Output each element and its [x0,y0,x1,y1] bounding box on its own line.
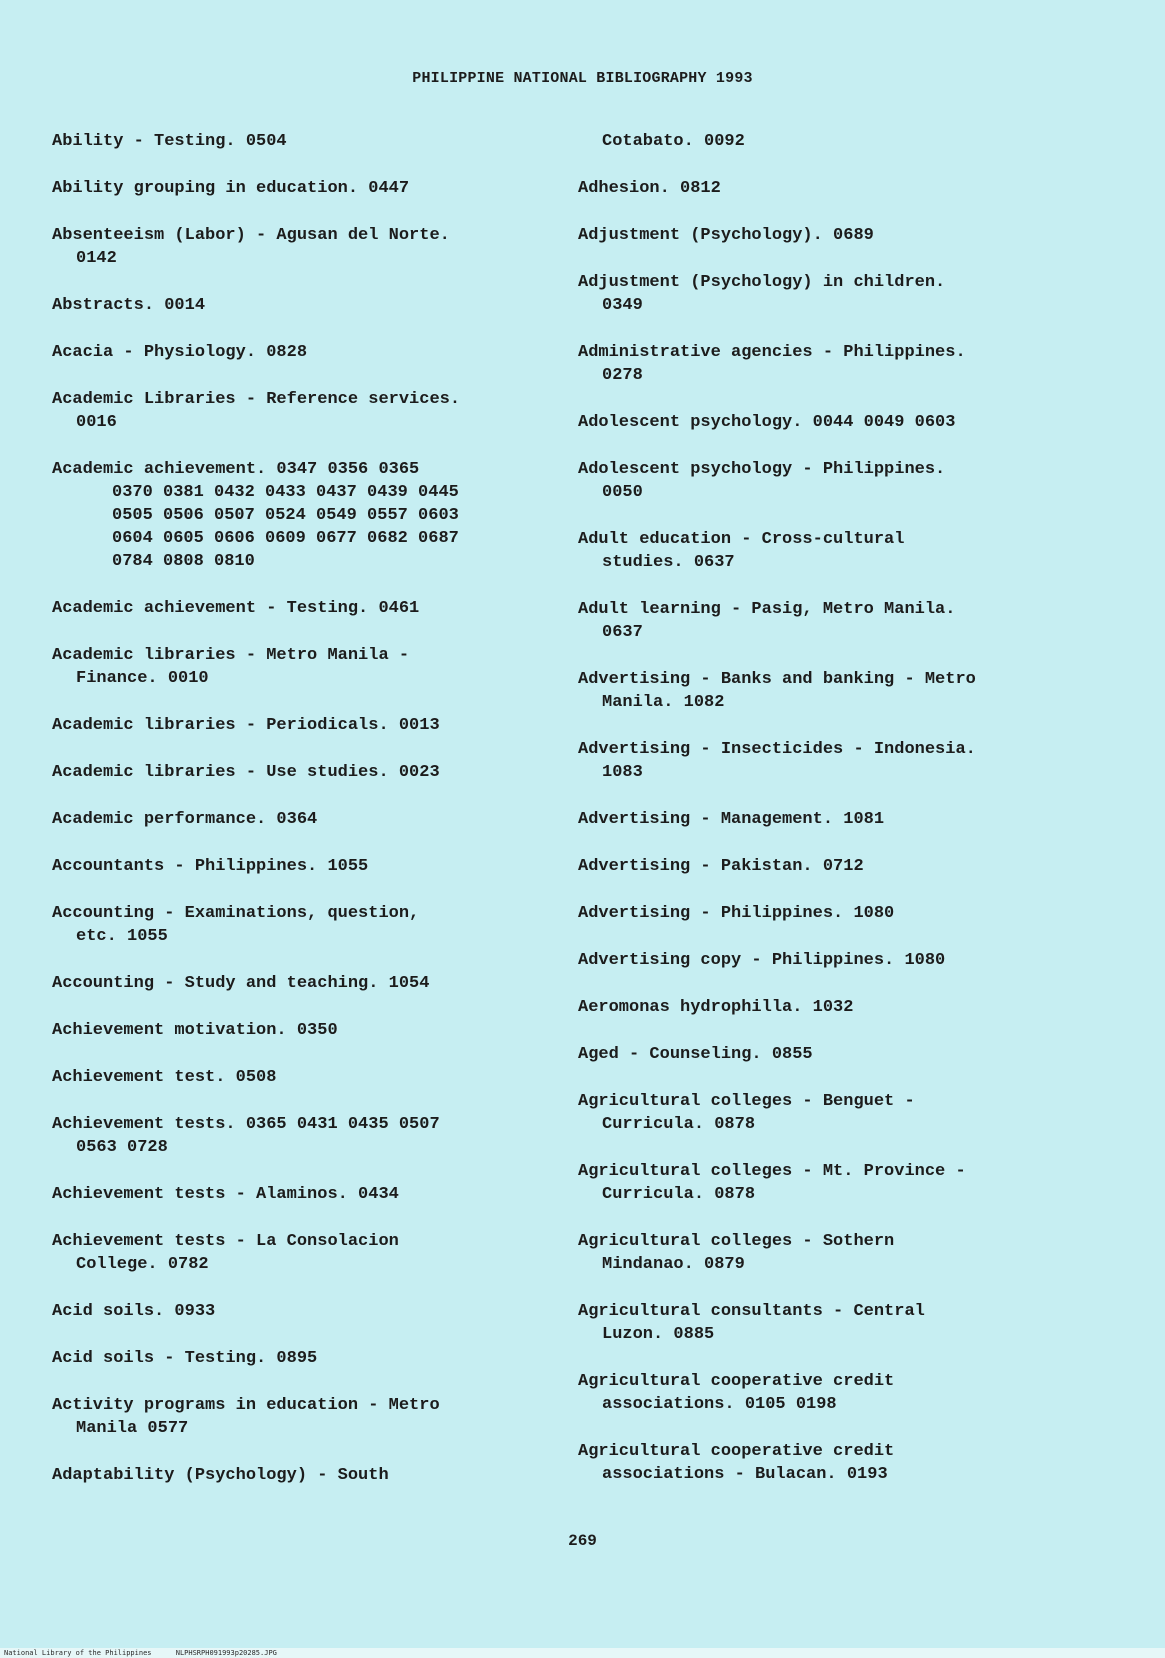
index-entry: Adjustment (Psychology). 0689 [578,226,874,245]
index-entry: Academic libraries - Use studies. 0023 [52,763,440,782]
index-entry: Achievement tests. 0365 0431 0435 0507 0563 0728 [52,1115,440,1157]
index-entry: Accountants - Philippines. 1055 [52,857,369,876]
index-entry: Academic libraries - Metro Manila - Finance. 0010 [52,646,410,688]
index-entry: Agricultural colleges - Sothern Mindanao. 0879 [578,1232,895,1274]
index-entry: Advertising - Philippines. 1080 [578,904,895,923]
index-entry: Acacia - Physiology. 0828 [52,343,308,362]
index-entry: Academic achievement. 0347 0356 0365 0370 0381 0432 0433 0437 0439 0445 0505 0506 0507 0524 0549 0557 0603 0604 0605 0606 0609 0677 0682 0687 0784 0808 0810 [52,460,459,571]
index-entry: Acid soils. 0933 [52,1302,216,1321]
index-entry: Activity programs in education - Metro Manila 0577 [52,1396,440,1438]
index-entry: Academic libraries - Periodicals. 0013 [52,716,440,735]
index-entry: Advertising - Pakistan. 0712 [578,857,864,876]
index-entry: Adjustment (Psychology) in children. 0349 [578,273,946,315]
footer-file: NLPHSRPH091993p20285.JPG [175,1649,277,1657]
index-entry: Ability grouping in education. 0447 [52,179,410,198]
index-entry: Academic Libraries - Reference services. 0016 [52,390,461,432]
index-entry: Adaptability (Psychology) - South [52,1466,389,1485]
index-entry: Achievement tests - La Consolacion College. 0782 [52,1232,399,1274]
page-title: PHILIPPINE NATIONAL BIBLIOGRAPHY 1993 [412,70,753,87]
scan-footer [0,1648,1165,1658]
index-entry: Advertising - Banks and banking - Metro Manila. 1082 [578,670,976,712]
index-entry: Agricultural colleges - Benguet - Curricula. 0878 [578,1092,915,1134]
footer-source: National Library of the Philippines [4,1649,152,1657]
index-entry: Adhesion. 0812 [578,179,721,198]
index-entry: Administrative agencies - Philippines. 0278 [578,343,966,385]
index-entry: Abstracts. 0014 [52,296,206,315]
index-entry: Adolescent psychology. 0044 0049 0603 [578,413,956,432]
index-entry: Advertising - Insecticides - Indonesia. 1083 [578,740,976,782]
left-column [52,130,532,1511]
index-entry: Advertising - Management. 1081 [578,810,885,829]
index-entry: Achievement test. 0508 [52,1068,277,1087]
index-entry: Agricultural colleges - Mt. Province - Curricula. 0878 [578,1162,966,1204]
page-number: 269 [568,1532,597,1550]
index-entry: Aged - Counseling. 0855 [578,1045,813,1064]
index-entry: Cotabato. 0092 [602,132,745,151]
index-entry: Accounting - Study and teaching. 1054 [52,974,430,993]
index-entry: Agricultural cooperative credit associations - Bulacan. 0193 [578,1442,895,1484]
index-entry: Achievement motivation. 0350 [52,1021,338,1040]
index-entry: Agricultural cooperative credit associations. 0105 0198 [578,1372,895,1414]
index-entry: Adult education - Cross-cultural studies. 0637 [578,530,905,572]
right-column [578,130,1058,1510]
index-entry: Academic performance. 0364 [52,810,318,829]
index-entry: Accounting - Examinations, question, etc. 1055 [52,904,420,946]
index-entry: Ability - Testing. 0504 [52,132,287,151]
index-entry: Advertising copy - Philippines. 1080 [578,951,946,970]
index-entry: Aeromonas hydrophilla. 1032 [578,998,854,1017]
index-entry: Acid soils - Testing. 0895 [52,1349,318,1368]
index-entry: Achievement tests - Alaminos. 0434 [52,1185,399,1204]
index-entry: Adult learning - Pasig, Metro Manila. 0637 [578,600,956,642]
index-entry: Adolescent psychology - Philippines. 0050 [578,460,946,502]
index-entry: Agricultural consultants - Central Luzon. 0885 [578,1302,925,1344]
index-entry: Academic achievement - Testing. 0461 [52,599,420,618]
index-entry: Absenteeism (Labor) - Agusan del Norte. 0142 [52,226,450,268]
